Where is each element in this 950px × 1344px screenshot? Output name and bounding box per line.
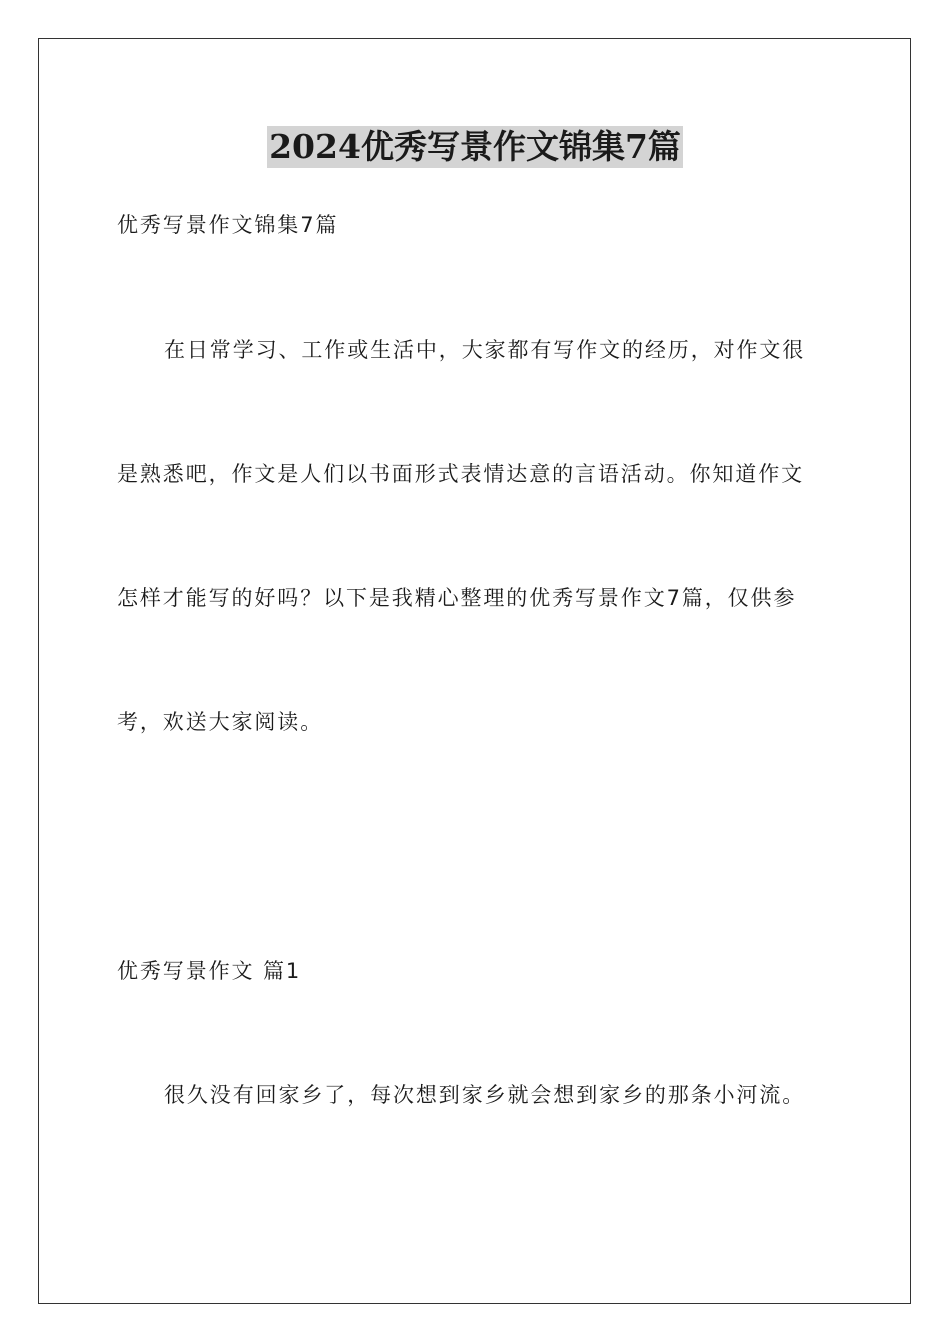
title-container: [0, 126, 950, 168]
intro-line-4: 考，欢送大家阅读。: [117, 710, 324, 734]
section-heading: 优秀写景作文 篇1: [117, 959, 302, 983]
document-subtitle: 优秀写景作文锦集7篇: [117, 213, 339, 237]
intro-line-1: 在日常学习、工作或生活中，大家都有写作文的经历，对作文很: [164, 338, 806, 362]
intro-line-2: 是熟悉吧，作文是人们以书面形式表情达意的言语活动。你知道作文: [117, 462, 804, 486]
document-title: 2024优秀写景作文锦集7篇: [269, 127, 681, 166]
intro-line-3: 怎样才能写的好吗？以下是我精心整理的优秀写景作文7篇，仅供参: [117, 586, 797, 610]
section-paragraph-line-1: 很久没有回家乡了，每次想到家乡就会想到家乡的那条小河流。: [164, 1083, 806, 1107]
